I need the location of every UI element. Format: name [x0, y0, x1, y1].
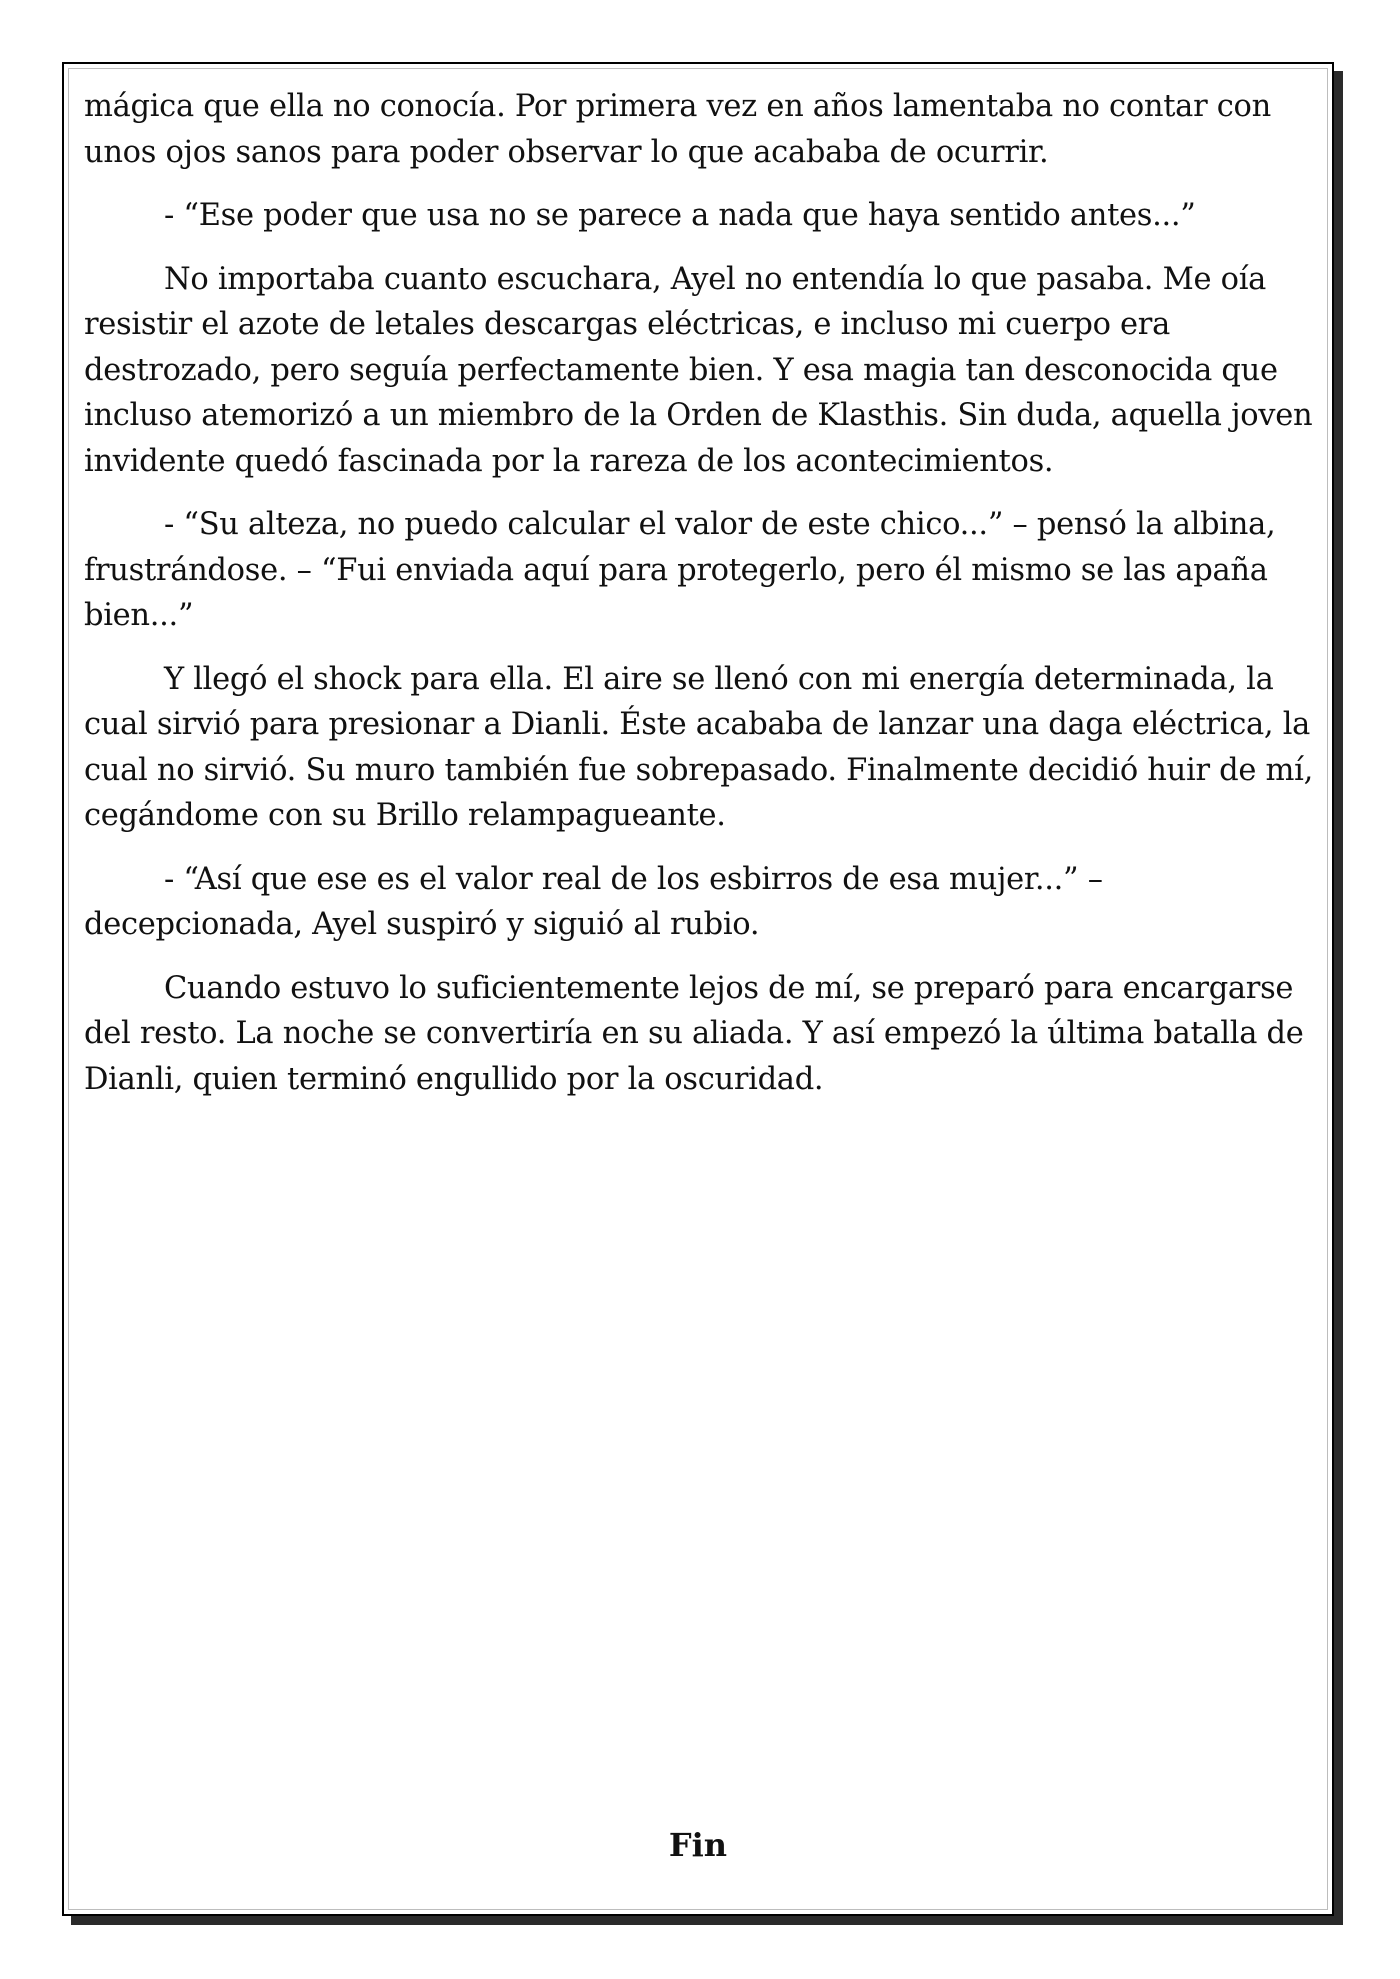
paragraph-dialogue-1: - “Ese poder que usa no se parece a nada que haya sentido antes...” — [164, 198, 1196, 233]
paragraph-dialogue-2: - “Su alteza, no puedo calcular el valor de este chico...” – pensó la albina, frustrándose. – “Fui enviada aquí para protegerlo, pero él mismo se las apaña bien...” — [84, 507, 1276, 633]
paragraph-dialogue-3: - “Así que ese es el valor real de los esbirros de esa mujer...” – decepcionada, Ayel suspiró y siguió al rubio. — [84, 861, 1103, 942]
paragraph-narration-1: No importaba cuanto escuchara, Ayel no entendía lo que pasaba. Me oía resistir el azote de letales descargas eléctricas, e incluso mi cuerpo era destrozado, pero seguía perfectamente bien. Y esa magia tan desconocida que incluso atemorizó a un miembro de la Orden de Klasthis. Sin duda, aquella joven invidente quedó fascinada por la rareza de los acontecimientos. — [84, 261, 1313, 479]
closing-word: Fin — [668, 1826, 728, 1864]
paragraph-continuation: mágica que ella no conocía. Por primera vez en años lamentaba no contar con unos ojos sanos para poder observar lo que acababa de ocurrir. — [84, 89, 1271, 170]
paragraph-narration-2: Y llegó el shock para ella. El aire se llenó con mi energía determinada, la cual sirvió para presionar a Dianli. Éste acababa de lanzar una daga eléctrica, la cual no sirvió. Su muro también fue sobrepasado. Finalmente decidió huir de mí, cegándome con su Brillo relampagueante. — [84, 661, 1313, 833]
story-text — [84, 84, 1316, 1120]
page-frame — [62, 62, 1334, 1916]
paragraph-narration-3: Cuando estuvo lo suficientemente lejos de mí, se preparó para encargarse del resto. La noche se convertiría en su aliada. Y así empezó la última batalla de Dianli, quien terminó engullido por la oscuridad. — [84, 970, 1304, 1097]
